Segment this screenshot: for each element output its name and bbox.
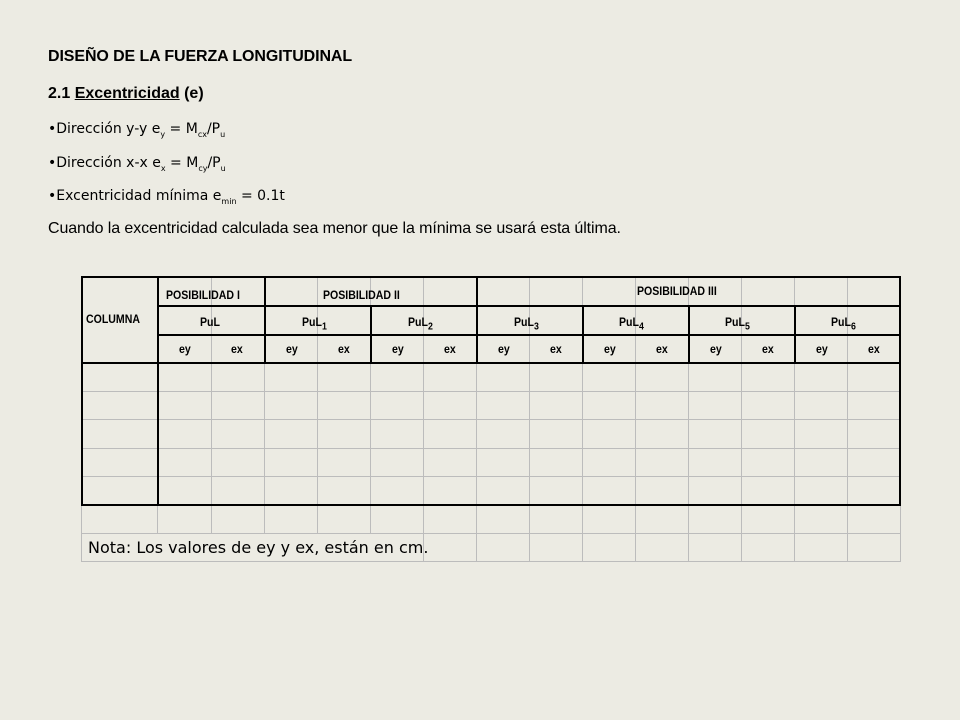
- section-number: 2.1: [48, 85, 71, 102]
- header-posibilidad-3: POSIBILIDAD III: [637, 284, 717, 298]
- header-ex: ex: [338, 342, 350, 356]
- bullet-direccion-yy: •Dirección y-y $e_y = M_{cx}/P_u$: [48, 121, 226, 139]
- grid-vline: [688, 533, 689, 562]
- header-posibilidad-1: POSIBILIDAD I: [166, 288, 240, 302]
- header-pul-6: PuL$_6$: [831, 315, 856, 333]
- bullet-excentricidad-minima: •Excentricidad mínima $e_{min} = 0.1t$: [48, 188, 285, 206]
- grid-vline: [529, 533, 530, 562]
- grid-vline: [476, 533, 477, 562]
- header-pul-3: PuL$_3$: [514, 315, 539, 333]
- section-suffix: (e): [184, 85, 204, 102]
- header-ey: ey: [392, 342, 404, 356]
- grid-vline: [794, 533, 795, 562]
- grid-hline: [81, 533, 900, 534]
- header-ex: ex: [868, 342, 880, 356]
- header-ex: ex: [656, 342, 668, 356]
- header-columna: COLUMNA: [86, 312, 140, 326]
- header-ex: ex: [444, 342, 456, 356]
- header-ey: ey: [816, 342, 828, 356]
- header-ex: ex: [762, 342, 774, 356]
- header-ey: ey: [286, 342, 298, 356]
- grid-vline: [635, 533, 636, 562]
- page-title: DISEÑO DE LA FUERZA LONGITUDINAL: [48, 48, 353, 65]
- header-pul: PuL: [200, 315, 220, 329]
- header-posibilidad-2: POSIBILIDAD II: [323, 288, 400, 302]
- header-ey: ey: [604, 342, 616, 356]
- header-ey: ey: [710, 342, 722, 356]
- grid-vline: [582, 533, 583, 562]
- header-pul-1: PuL$_1$: [302, 315, 327, 333]
- header-pul-5: PuL$_5$: [725, 315, 750, 333]
- header-ey: ey: [498, 342, 510, 356]
- header-pul-4: PuL$_4$: [619, 315, 644, 333]
- paragraph-note: Cuando la excentricidad calculada sea menor que la mínima se usará esta última.: [48, 220, 621, 237]
- header-ey: ey: [179, 342, 191, 356]
- header-ex: ex: [550, 342, 562, 356]
- table-note: Nota: Los valores de ey y ex, están en cm.: [88, 538, 429, 557]
- grid-vline: [741, 533, 742, 562]
- grid-vline: [847, 533, 848, 562]
- section-title: Excentricidad: [74, 85, 180, 102]
- bullet-direccion-xx: •Dirección x-x $e_x = M_{cy}/P_u$: [48, 155, 226, 173]
- header-pul-2: PuL$_2$: [408, 315, 433, 333]
- header-ex: ex: [231, 342, 243, 356]
- grid-hline: [81, 561, 900, 562]
- table-frame: [81, 276, 901, 506]
- section-heading: [48, 85, 204, 103]
